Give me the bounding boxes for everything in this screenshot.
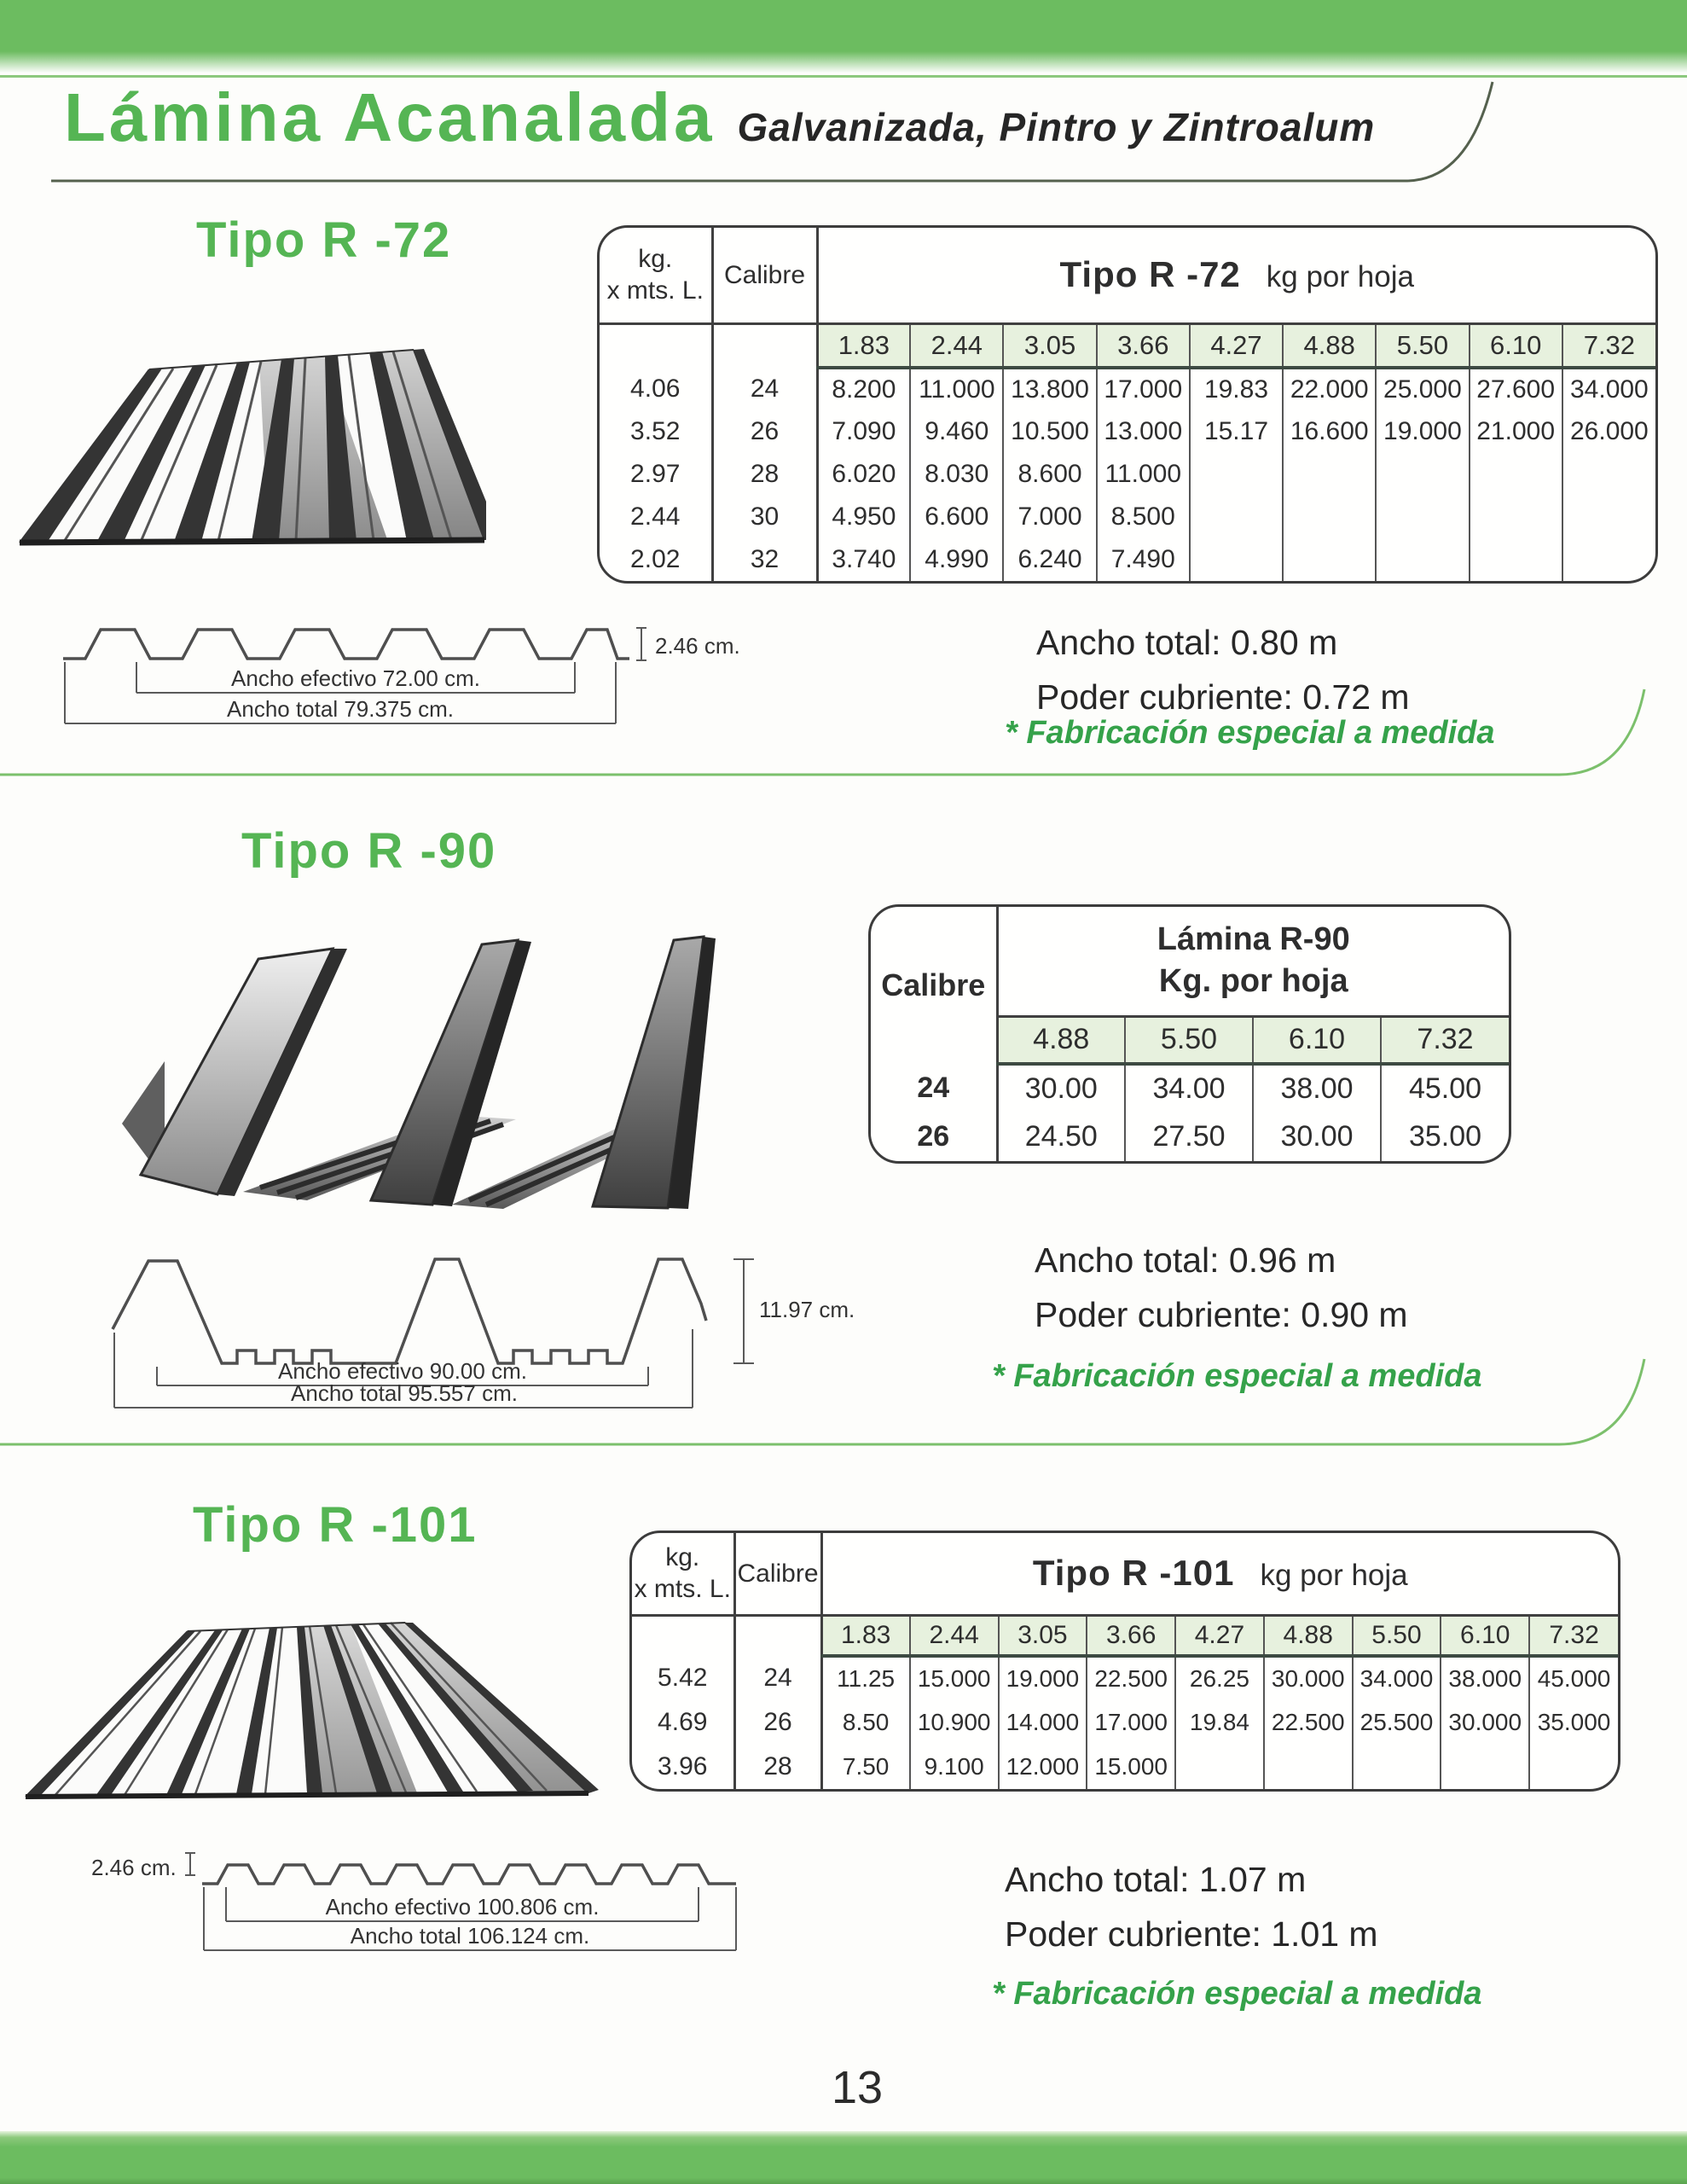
r72-ancho-total: Ancho total: 0.80 m: [1036, 623, 1338, 662]
r101-custom-note: * Fabricación especial a medida: [992, 1976, 1482, 2012]
cell-calibre: 26: [734, 1700, 821, 1745]
length-header: 1.83: [821, 1615, 910, 1656]
r90-product-image: [115, 906, 772, 1211]
table-row: 2.44 30 4.950 6.600 7.000 8.500: [600, 496, 1655, 538]
length-header: 4.27: [1190, 323, 1283, 368]
r72-heading: Tipo R -72: [196, 212, 452, 268]
page-title-green: Lámina Acanalada: [64, 79, 716, 155]
cell-kg: 5.42: [632, 1656, 734, 1700]
length-header: 5.50: [1376, 323, 1469, 368]
r101-heading: Tipo R -101: [193, 1497, 478, 1553]
r72-col1-header: kg. x mts. L.: [600, 228, 712, 323]
length-header: 7.32: [1529, 1615, 1618, 1656]
cell-calibre: 26: [712, 410, 817, 453]
r72-ancho-total-label: Ancho total 79.375 cm.: [227, 696, 454, 722]
length-header: 2.44: [910, 1615, 999, 1656]
cell-calibre: 24: [871, 1064, 997, 1112]
cell-kg: 2.44: [600, 496, 712, 538]
length-header: 3.05: [999, 1615, 1087, 1656]
r101-ancho-total: Ancho total: 1.07 m: [1005, 1860, 1307, 1899]
top-green-bar: [0, 0, 1687, 73]
r101-ancho-efectivo-label: Ancho efectivo 100.806 cm.: [325, 1894, 600, 1920]
page-title-subtitle: Galvanizada, Pintro y Zintroalum: [737, 105, 1376, 149]
length-header: 3.05: [1003, 323, 1096, 368]
r101-col2-header: Calibre: [734, 1533, 821, 1615]
cell-calibre: 28: [712, 453, 817, 496]
cell-kg: 2.02: [600, 538, 712, 581]
r101-specs: [1005, 1853, 1378, 1961]
length-header: 6.10: [1470, 323, 1562, 368]
table-row: 24 30.00 34.00 38.00 45.00: [871, 1064, 1509, 1112]
r72-ancho-efectivo-label: Ancho efectivo 72.00 cm.: [231, 665, 480, 691]
table-row: 3.96 28 7.50 9.100 12.000 15.000: [632, 1745, 1618, 1789]
cell-kg: 4.06: [600, 368, 712, 410]
r90-ancho-total: Ancho total: 0.96 m: [1035, 1240, 1336, 1280]
r90-specs: [1035, 1234, 1408, 1342]
r90-table: [868, 904, 1511, 1164]
cell-calibre: 30: [712, 496, 817, 538]
length-header: 6.10: [1441, 1615, 1529, 1656]
r101-col1-header: kg. x mts. L.: [632, 1533, 734, 1615]
r90-ancho-efectivo-label: Ancho efectivo 90.00 cm.: [278, 1358, 527, 1384]
r90-custom-note: * Fabricación especial a medida: [992, 1358, 1482, 1394]
cell-calibre: 28: [734, 1745, 821, 1789]
cell-calibre: 24: [734, 1656, 821, 1700]
r101-ancho-total-label: Ancho total 106.124 cm.: [350, 1923, 590, 1949]
r101-lengths-row: [632, 1615, 1618, 1656]
r90-height-dim-label: 11.97 cm.: [759, 1297, 855, 1322]
r101-product-image: [17, 1565, 599, 1810]
cell-calibre: 32: [712, 538, 817, 581]
r90-ancho-total-label: Ancho total 95.557 cm.: [291, 1380, 518, 1406]
length-header: 3.66: [1087, 1615, 1175, 1656]
cell-calibre: 26: [871, 1112, 997, 1161]
r72-poder-cubriente: Poder cubriente: 0.72 m: [1036, 677, 1410, 717]
r101-height-dim-label: 2.46 cm.: [91, 1855, 177, 1880]
page-number: 13: [832, 2062, 884, 2113]
cell-kg: 3.52: [600, 410, 712, 453]
cell-kg: 3.96: [632, 1745, 734, 1789]
length-header: 1.83: [817, 323, 910, 368]
length-header: 5.50: [1125, 1016, 1253, 1064]
r72-custom-note: * Fabricación especial a medida: [1005, 715, 1495, 751]
r72-lengths-row: [600, 323, 1655, 368]
r90-table-title: Lámina R-90 Kg. por hoja: [997, 907, 1509, 1016]
table-row: 2.02 32 3.740 4.990 6.240 7.490: [600, 538, 1655, 581]
section-separator: [0, 1350, 1687, 1461]
length-header: 4.27: [1175, 1615, 1264, 1656]
r101-poder-cubriente: Poder cubriente: 1.01 m: [1005, 1914, 1378, 1954]
r72-table-title: Tipo R -72 kg por hoja: [817, 228, 1655, 323]
table-row: 26 24.50 27.50 30.00 35.00: [871, 1112, 1509, 1161]
length-header: 3.66: [1097, 323, 1190, 368]
cell-kg: 2.97: [600, 453, 712, 496]
section-separator: [0, 681, 1687, 792]
table-row: 3.52 26 7.090 9.460 10.500 13.000 15.17 16.600 19.000 21.000 26.000: [600, 410, 1655, 453]
table-row: 5.42 24 11.25 15.000 19.000 22.500 26.25 30.000 34.000 38.000 45.000: [632, 1656, 1618, 1700]
r90-poder-cubriente: Poder cubriente: 0.90 m: [1035, 1294, 1408, 1334]
r101-table: [629, 1531, 1620, 1792]
bottom-green-bar: [0, 2131, 1687, 2184]
r72-height-dim-label: 2.46 cm.: [655, 633, 740, 659]
length-header: 5.50: [1353, 1615, 1441, 1656]
length-header: 7.32: [1562, 323, 1655, 368]
r90-heading: Tipo R -90: [241, 823, 497, 879]
table-row: 4.06 24 8.200 11.000 13.800 17.000 19.83 22.000 25.000 27.600 34.000: [600, 368, 1655, 410]
table-row: 4.69 26 8.50 10.900 14.000 17.000 19.84 22.500 25.500 30.000 35.000: [632, 1700, 1618, 1745]
length-header: 2.44: [910, 323, 1003, 368]
r72-product-image: [13, 288, 486, 563]
table-row: 2.97 28 6.020 8.030 8.600 11.000: [600, 453, 1655, 496]
length-header: 4.88: [1283, 323, 1376, 368]
cell-calibre: 24: [712, 368, 817, 410]
r72-col2-header: Calibre: [712, 228, 817, 323]
length-header: 6.10: [1253, 1016, 1381, 1064]
cell-kg: 4.69: [632, 1700, 734, 1745]
title-underline-swoosh: [43, 75, 1510, 195]
r101-profile-diagram: [90, 1826, 815, 1975]
r101-table-title: Tipo R -101 kg por hoja: [821, 1533, 1618, 1615]
length-header: 4.88: [997, 1016, 1125, 1064]
r90-col1-header: Calibre: [871, 907, 997, 1064]
length-header: 4.88: [1264, 1615, 1353, 1656]
length-header: 7.32: [1381, 1016, 1509, 1064]
r72-table: [597, 225, 1658, 584]
